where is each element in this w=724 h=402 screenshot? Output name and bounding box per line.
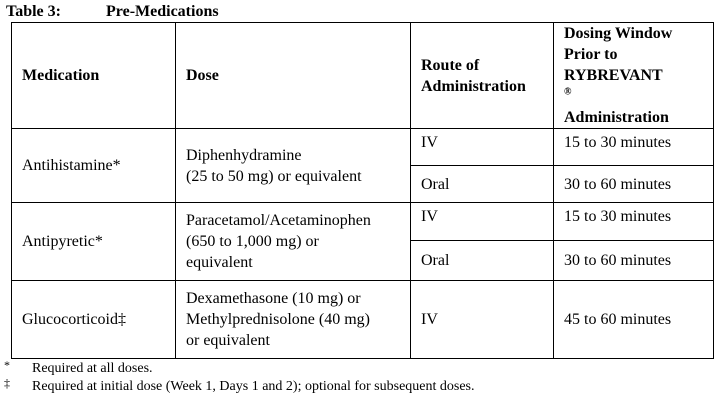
table-row bbox=[12, 129, 714, 166]
window-cell: 30 to 60 minutes bbox=[554, 241, 714, 281]
footnote-text: Required at initial dose (Week 1, Days 1 and 2); optional for subsequent doses. bbox=[32, 379, 475, 394]
footnote bbox=[4, 378, 475, 396]
medication-cell: Antipyretic* bbox=[12, 203, 176, 281]
route-cell: Oral bbox=[411, 166, 554, 203]
dose-cell bbox=[176, 281, 411, 359]
dose-line: (650 to 1,000 mg) or bbox=[186, 233, 319, 250]
footnote-mark: ‡ bbox=[4, 376, 10, 390]
dose-cell bbox=[176, 129, 411, 203]
registered-mark: ® bbox=[564, 86, 572, 98]
header-route-line-2: Administration bbox=[421, 77, 526, 95]
medication-cell: Antihistamine* bbox=[12, 129, 176, 203]
dose-line: (25 to 50 mg) or equivalent bbox=[186, 167, 362, 185]
dose-line: equivalent bbox=[186, 254, 253, 271]
pre-medications-table bbox=[11, 22, 714, 359]
table-number: Table 3: bbox=[6, 3, 61, 20]
footnote-mark: * bbox=[4, 358, 10, 372]
window-cell: 45 to 60 minutes bbox=[554, 281, 714, 359]
window-cell: 15 to 30 minutes bbox=[554, 129, 714, 166]
header-window-line-3 bbox=[564, 65, 703, 107]
header-medication: Medication bbox=[12, 23, 176, 129]
route-cell: IV bbox=[411, 129, 554, 166]
route-cell: Oral bbox=[411, 241, 554, 281]
table-title: Pre-Medications bbox=[106, 3, 219, 20]
dose-cell bbox=[176, 203, 411, 281]
header-route-line-1: Route of bbox=[421, 56, 480, 74]
route-cell: IV bbox=[411, 203, 554, 241]
dose-line: Diphenhydramine bbox=[186, 146, 302, 164]
drug-name: RYBREVANT bbox=[564, 67, 663, 84]
dose-line: or equivalent bbox=[186, 332, 270, 349]
header-window-line-2: Prior to bbox=[564, 46, 618, 63]
header-dose: Dose bbox=[176, 23, 411, 129]
window-cell: 15 to 30 minutes bbox=[554, 203, 714, 241]
window-cell: 30 to 60 minutes bbox=[554, 166, 714, 203]
dose-line: Dexamethasone (10 mg) or bbox=[186, 290, 361, 307]
header-window-line-1: Dosing Window bbox=[564, 25, 673, 42]
table-caption bbox=[6, 2, 219, 22]
header-route bbox=[411, 23, 554, 129]
route-cell: IV bbox=[411, 281, 554, 359]
header-row bbox=[12, 23, 714, 129]
table-row bbox=[12, 203, 714, 241]
header-window-line-4: Administration bbox=[564, 109, 669, 126]
dose-line: Paracetamol/Acetaminophen bbox=[186, 212, 371, 229]
medication-cell: Glucocorticoid‡ bbox=[12, 281, 176, 359]
footnote-text: Required at all doses. bbox=[32, 361, 153, 376]
dose-line: Methylprednisolone (40 mg) bbox=[186, 311, 370, 328]
header-dosing-window bbox=[554, 23, 714, 129]
table-row bbox=[12, 281, 714, 359]
